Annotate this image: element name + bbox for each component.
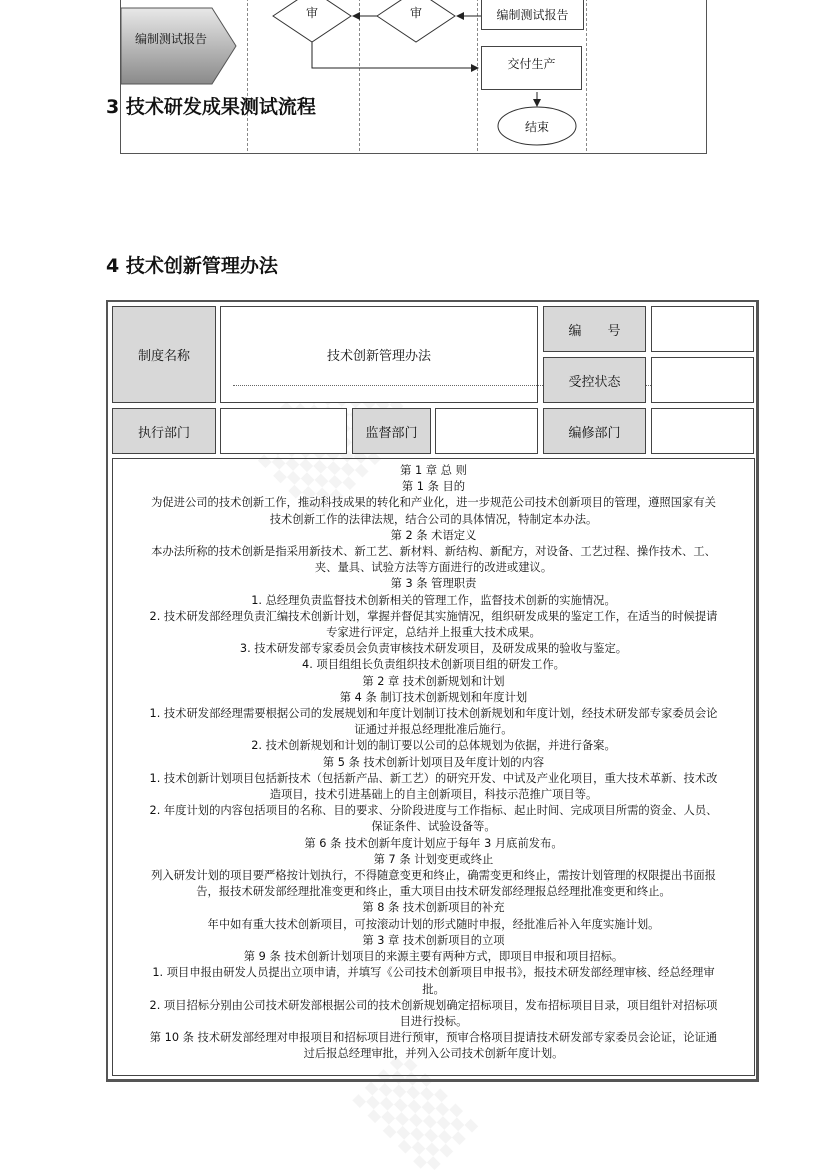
section-4-title: 4 技术创新管理办法: [106, 255, 278, 277]
body-line: 第 10 条 技术研发部经理对申报项目和招标项目进行预审，预审合格项目提请技术研发部专家委员会论证，论证通: [149, 1031, 718, 1045]
body-line: 第 5 条 技术创新计划项目及年度计划的内容: [322, 755, 545, 769]
flow-left-label: 编制测试报告: [134, 32, 207, 46]
exec-dept-label: 执行部门: [112, 408, 216, 454]
flow-box-report: 编制测试报告: [481, 0, 584, 30]
body-line: 第 7 条 计划变更或终止: [373, 852, 494, 866]
body-line: 第 1 章 总 则: [400, 464, 467, 477]
policy-body: [112, 458, 755, 1076]
number-label: 编 号: [543, 306, 646, 352]
body-line: 2. 技术研发部经理负责汇编技术创新计划，掌握并督促其实施情况，组织研发成果的鉴定工作，在适当的时候提请: [149, 609, 718, 623]
body-line: 第 1 条 目的: [401, 480, 466, 494]
body-line: 1. 总经理负责监督技术创新相关的管理工作，监督技术创新的实施情况。: [251, 593, 616, 607]
flowchart-diagram: [0, 0, 830, 160]
body-line: 本办法所称的技术创新是指采用新技术、新工艺、新材料、新结构、新配方，对设备、工艺过程、操作技术、工、: [151, 545, 716, 559]
flow-diamond-2-label: 审: [409, 6, 422, 20]
body-line: 过后报总经理审批，并列入公司技术创新年度计划。: [303, 1047, 564, 1061]
body-line: 批。: [422, 982, 445, 996]
body-line: 2. 年度计划的内容包括项目的名称、目的要求、分阶段进度与工作指标、起止时间、完成项目所需的资金、人员、: [149, 804, 718, 818]
body-line: 目进行投标。: [399, 1014, 468, 1028]
body-line: 第 4 条 制订技术创新规划和年度计划: [339, 690, 528, 704]
body-line: 第 6 条 技术创新年度计划应于每年 3 月底前发布。: [304, 836, 563, 850]
system-name-value: [220, 306, 538, 403]
body-line: 造项目，技术引进基础上的自主创新项目，科技示范推广项目等。: [269, 788, 598, 802]
body-line: 1. 技术研发部经理需要根据公司的发展规划和年度计划制订技术创新规划和年度计划，经技术研发部专家委员会论: [149, 707, 718, 721]
body-line: 1. 技术创新计划项目包括新技术（包括新产品、新工艺）的研究开发、中试及产业化项目，重大技术革新、技术改: [149, 771, 718, 785]
body-line: 4. 项目组组长负责组织技术创新项目组的研发工作。: [302, 658, 565, 672]
body-line: 第 2 条 术语定义: [390, 528, 477, 542]
edit-dept-label: 编修部门: [543, 408, 646, 454]
system-name-text: 技术创新管理办法: [326, 349, 431, 364]
body-line: 第 8 条 技术创新项目的补充: [362, 901, 505, 915]
number-value: [651, 306, 754, 352]
body-line: 专家进行评定，总结并上报重大技术成果。: [326, 626, 541, 640]
body-line: 第 9 条 技术创新计划项目的来源主要有两种方式，即项目申报和项目招标。: [243, 950, 624, 964]
supervise-dept-label: 监督部门: [352, 408, 431, 454]
body-line: 第 2 章 技术创新规划和计划: [362, 674, 505, 688]
control-status-value: [651, 357, 754, 403]
flow-box-deliver: 交付生产: [481, 46, 582, 90]
body-line: 技术创新工作的法律法规，结合公司的具体情况，特制定本办法。: [269, 512, 598, 526]
body-line: 保证条件、试验设备等。: [371, 820, 496, 834]
arrow-diamond1-to-deliver: [312, 42, 478, 68]
flow-end-label: 结束: [524, 120, 549, 134]
body-line: 3. 技术研发部专家委员会负责审核技术研发项目，及研发成果的验收与鉴定。: [239, 642, 628, 656]
body-line: 2. 技术创新规划和计划的制订要以公司的总体规划为依据，并进行备案。: [251, 739, 616, 753]
body-line: 为促进公司的技术创新工作，推动科技成果的转化和产业化，进一步规范公司技术创新项目的管理，遵照国家有关: [151, 496, 716, 510]
body-line: 1. 项目申报由研发人员提出立项申请，并填写《公司技术创新项目申报书》，报技术研发部经理审核、经总经理审: [152, 966, 715, 980]
body-line: 2. 项目招标分别由公司技术研发部根据公司的技术创新规划确定招标项目，发布招标项目目录，项目组针对招标项: [149, 998, 718, 1012]
flow-diamond-1-label: 审: [305, 6, 318, 20]
exec-dept-value: [220, 408, 347, 454]
body-line: 第 3 条 管理职责: [390, 577, 477, 591]
edit-dept-value: [651, 408, 754, 454]
section-3-title: 3 技术研发成果测试流程: [106, 96, 316, 118]
control-status-label: 受控状态: [543, 357, 646, 403]
supervise-dept-value: [435, 408, 538, 454]
body-line: 夹、量具、试验方法等方面进行的改进或建议。: [314, 561, 553, 575]
body-line: 证通过并报总经理批准后施行。: [354, 723, 513, 737]
body-line: 年中如有重大技术创新项目，可按滚动计划的形式随时申报，经批准后补入年度实施计划。: [207, 917, 660, 931]
body-line: 告，报技术研发部经理批准变更和终止，重大项目由技术研发部经理报总经理批准变更和终止。: [196, 885, 671, 899]
system-name-label: 制度名称: [112, 306, 216, 403]
body-line: 第 3 章 技术创新项目的立项: [362, 933, 505, 947]
body-line: 列入研发计划的项目要严格按计划执行，不得随意变更和终止，确需变更和终止，需按计划管理的权限提出书面报: [151, 869, 716, 883]
